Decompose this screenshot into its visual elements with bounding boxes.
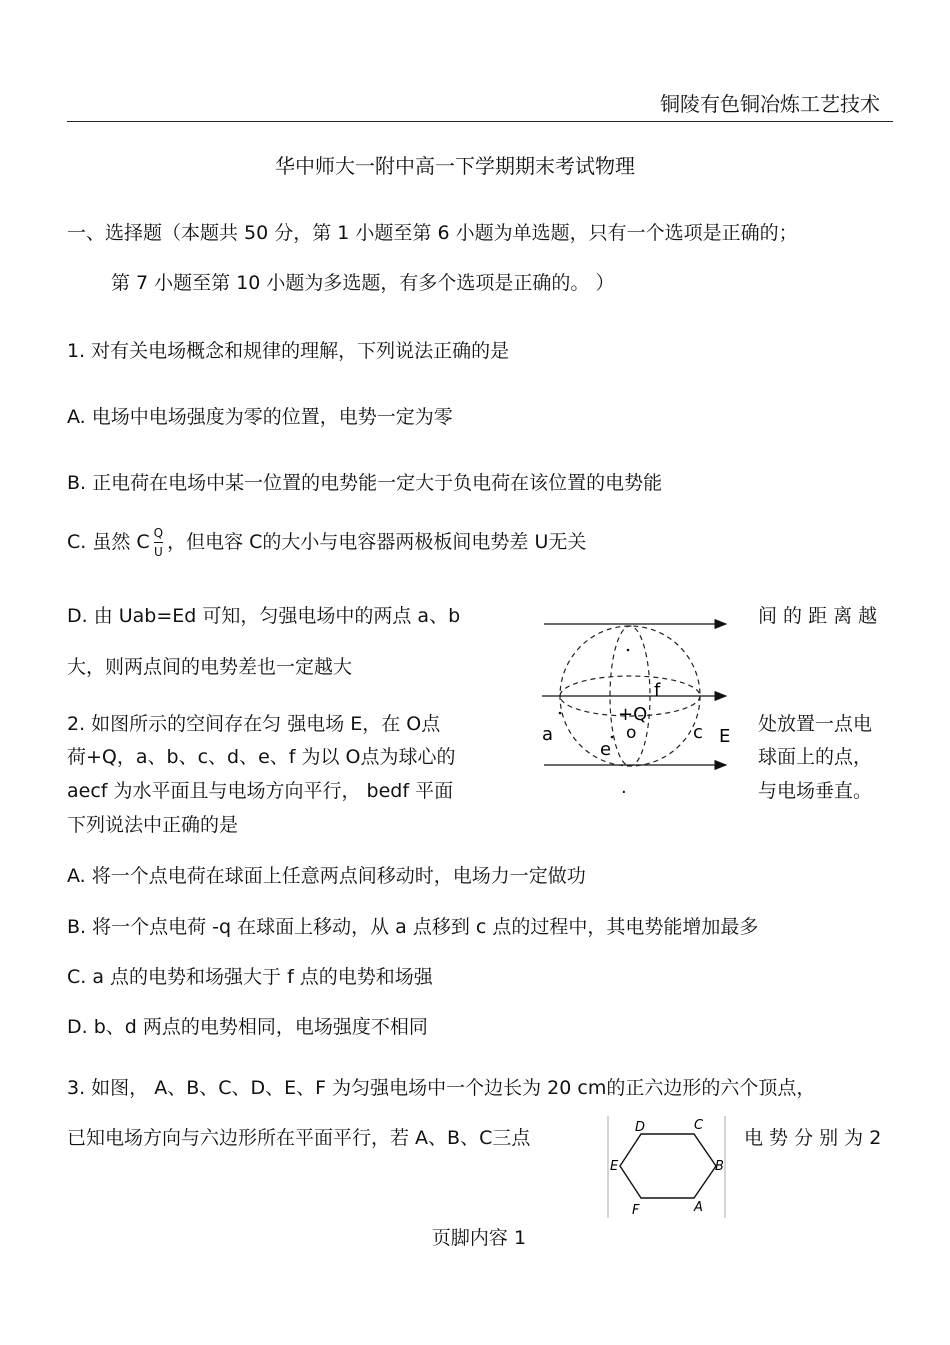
q2-line3-left: aecf 为水平面且与电场方向平行， bedf 平面 [67,780,454,802]
vertex-a-label: A [694,1200,703,1215]
q2-option-c: C. a 点的电势和场强大于 f 点的电势和场强 [67,966,433,988]
q2-option-a: A. 将一个点电荷在球面上任意两点间移动时，电场力一定做功 [67,865,586,887]
q1-option-d-right: 间 的 距 离 越 [758,605,878,627]
q1-option-b: B. 正电荷在电场中某一位置的电势能一定大于负电荷在该位置的电势能 [67,472,663,494]
q3-line2-left: 已知电场方向与六边形所在平面平行，若 A、B、C三点 [67,1127,531,1149]
q2-option-d: D. b、d 两点的电势相同，电场强度不相同 [67,1016,428,1038]
q1-option-a: A. 电场中电场强度为零的位置，电势一定为零 [67,406,453,428]
q1-option-c-suffix: ，但电容 C的大小与电容器两极板间电势差 U无关 [167,531,587,553]
vertex-e-label: E [610,1159,619,1174]
fraction-denominator: U [154,542,163,561]
q1-option-d-left: D. 由 Uab=Ed 可知，匀强电场中的两点 a、b [67,605,461,627]
point-a-dot [559,712,562,715]
label-a: a [542,724,554,745]
label-e: e [600,739,612,760]
vertex-f-label: F [632,1203,640,1218]
q3-line2-right: 电 势 分 别 为 2 [744,1127,882,1149]
q2-line4: 下列说法中正确的是 [67,814,239,836]
q1-option-c-prefix: C. 虽然 C [67,531,150,553]
label-plus-q: +Q [618,704,648,725]
capacitance-fraction [154,524,163,561]
section-heading-line2: 第 7 小题至第 10 小题为多选题，有多个选项是正确的。 ） [111,272,615,294]
q1-option-c [67,524,586,561]
label-f: f [654,680,661,701]
point-b-dot [627,649,630,652]
q2-line2-right: 球面上的点， [758,746,873,768]
q1-stem: 1. 对有关电场概念和规律的理解，下列说法正确的是 [67,340,510,362]
page-footer: 页脚内容 1 [431,1227,527,1249]
q2-line3-right: 与电场垂直。 [758,780,873,802]
q2-line2-left: 荷+Q，a、b、c、d、e、f 为以 O点为球心的 [67,746,456,768]
hexagon-shape [620,1134,716,1198]
label-o: o [626,723,637,743]
section-heading-line1: 一、选择题（本题共 50 分，第 1 小题至第 6 小题为单选题，只有一个选项是正确的； [67,222,798,244]
vertex-b-label: B [715,1159,724,1174]
q2-line1-right: 处放置一点电 [758,713,873,735]
vertex-c-label: C [694,1118,704,1133]
sphere-field-diagram [536,612,736,802]
vertex-d-label: D [635,1120,646,1135]
point-d-dot: . [621,777,627,798]
fraction-numerator: Q [153,526,164,540]
q3-line1: 3. 如图， A、B、C、D、E、F 为匀强电场中一个边长为 20 cm的正六边形的六个顶点， [67,1077,816,1099]
label-field-e: E [719,726,731,747]
header-divider [67,121,893,122]
q2-option-b: B. 将一个点电荷 -q 在球面上移动，从 a 点移到 c 点的过程中，其电势能增加最多 [67,916,759,938]
label-c: c [693,722,703,743]
page-title: 华中师大一附中高一下学期期末考试物理 [275,154,635,178]
header-org: 铜陵有色铜冶炼工艺技术 [660,92,880,116]
q2-line1-left: 2. 如图所示的空间存在匀 强电场 E，在 O点 [67,713,441,735]
hexagon-diagram [606,1114,730,1218]
point-e-dot [611,736,614,739]
q1-option-d-line2: 大，则两点间的电势差也一定越大 [67,656,353,678]
